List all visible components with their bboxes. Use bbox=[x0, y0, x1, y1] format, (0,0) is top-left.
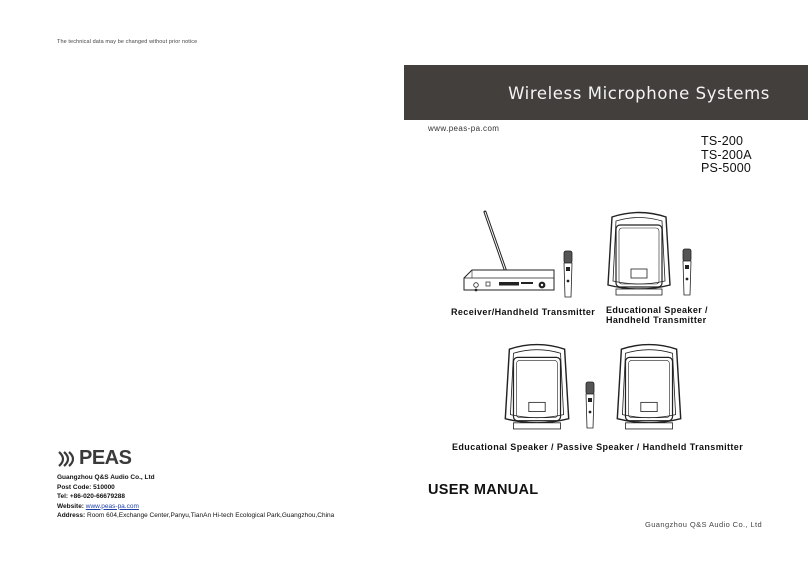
logo-text: PEAS bbox=[79, 447, 132, 469]
portable-speaker-icon bbox=[501, 341, 573, 431]
portable-speaker-icon bbox=[613, 341, 685, 431]
caption-line: Educational Speaker / bbox=[606, 305, 708, 315]
handheld-microphone-icon bbox=[583, 381, 597, 431]
telephone: Tel: +86-020-66679288 bbox=[57, 493, 125, 501]
handheld-microphone-icon bbox=[561, 250, 575, 300]
company-info bbox=[57, 473, 334, 521]
caption-educational bbox=[606, 305, 708, 325]
address-label: Address: bbox=[57, 512, 86, 520]
caption-passive: Educational Speaker / Passive Speaker / Handheld Transmitter bbox=[452, 442, 744, 452]
model-list bbox=[701, 135, 752, 176]
post-code: Post Code: 510000 bbox=[57, 483, 115, 491]
website-label: Website: bbox=[57, 502, 84, 510]
peas-logo bbox=[57, 447, 131, 470]
tech-notice: The technical data may be changed without prior notice bbox=[57, 39, 198, 45]
company-name: Guangzhou Q&S Audio Co., Ltd bbox=[57, 474, 155, 481]
model-name: TS-200 bbox=[701, 134, 744, 148]
model-name: TS-200A bbox=[701, 147, 752, 162]
manual-title: USER MANUAL bbox=[428, 482, 539, 498]
receiver-unit-icon bbox=[462, 206, 558, 302]
handheld-microphone-icon bbox=[680, 248, 694, 298]
website-row bbox=[57, 502, 334, 512]
cover-title: Wireless Microphone Systems bbox=[508, 84, 770, 103]
address-text: Room 604,Exchange Center,Panyu,TianAn Hi-tech Ecological Park,Guangzhou,China bbox=[87, 512, 335, 520]
model-name: PS-5000 bbox=[701, 161, 752, 175]
cover-company: Guangzhou Q&S Audio Co., Ltd bbox=[645, 520, 763, 529]
peas-logo-icon bbox=[57, 450, 77, 468]
portable-speaker-icon bbox=[604, 209, 674, 297]
address-row bbox=[57, 511, 334, 521]
caption-line: Handheld Transmitter bbox=[606, 315, 707, 325]
title-banner bbox=[404, 65, 808, 120]
caption-receiver: Receiver/Handheld Transmitter bbox=[451, 307, 596, 317]
website-link[interactable]: www.peas-pa.com bbox=[85, 502, 139, 510]
cover-website: www.peas-pa.com bbox=[428, 124, 500, 133]
